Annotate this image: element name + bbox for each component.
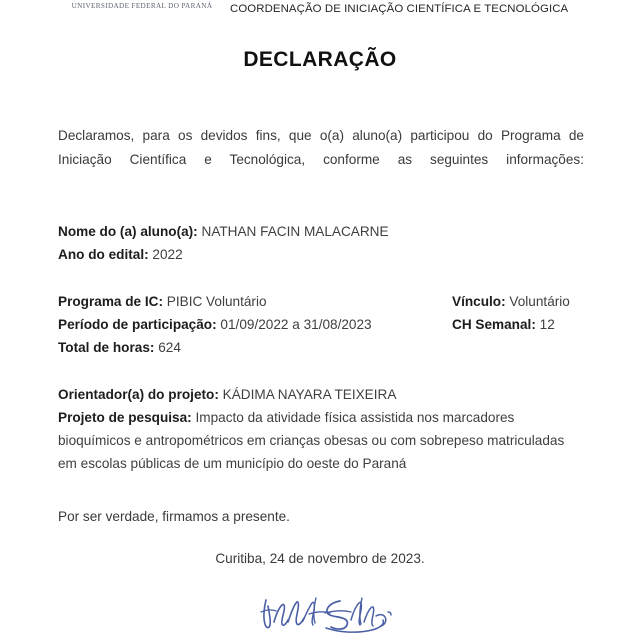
edict-year-label: Ano do edital: — [58, 247, 149, 262]
advisor-value: KÁDIMA NAYARA TEIXEIRA — [222, 387, 397, 402]
closing-statement: Por ser verdade, firmamos a presente. — [58, 509, 290, 524]
research-project-row — [58, 406, 584, 475]
period-value: 01/09/2022 a 31/08/2023 — [220, 317, 372, 332]
program-cell — [58, 290, 452, 313]
document-header — [0, 0, 640, 22]
logo-institution-name: UNIVERSIDADE FEDERAL DO PARANÁ — [71, 2, 213, 10]
total-hours-label: Total de horas: — [58, 340, 155, 355]
program-info-block — [58, 290, 584, 359]
place-and-date: Curitiba, 24 de novembro de 2023. — [215, 551, 425, 566]
intro-paragraph: Declaramos, para os devidos fins, que o(a) aluno(a) participou do Programa de Iniciação Científica e Tecnológica, conforme as seguintes informações: — [58, 128, 584, 167]
edict-year-row — [58, 243, 584, 266]
research-project-value: Impacto da atividade física assistida nos marcadores bioquímicos e antropométricos em crianças obesas ou com sobrepeso matriculadas em escolas públicas de um município do oeste do Paraná — [58, 410, 565, 471]
weekly-hours-label: CH Semanal: — [452, 317, 536, 332]
weekly-hours-value: 12 — [539, 317, 555, 332]
total-hours-value: 624 — [158, 340, 181, 355]
signature-ink-strokes — [252, 592, 402, 640]
student-name-row — [58, 220, 584, 243]
period-label: Período de participação: — [58, 317, 217, 332]
period-cell — [58, 313, 452, 336]
total-hours-row — [58, 336, 584, 359]
project-info-block — [58, 383, 584, 475]
program-value: PIBIC Voluntário — [166, 294, 267, 309]
coordination-title: COORDENAÇÃO DE INICIAÇÃO CIENTÍFICA E TECNOLÓGICA — [230, 3, 569, 15]
document-body — [58, 124, 584, 528]
page-title: DECLARAÇÃO — [243, 48, 397, 71]
bond-cell — [452, 290, 582, 313]
period-weekly-hours-row — [58, 313, 584, 336]
bond-label: Vínculo: — [452, 294, 506, 309]
advisor-label: Orientador(a) do projeto: — [58, 387, 219, 402]
program-label: Programa de IC: — [58, 294, 163, 309]
edict-year-value: 2022 — [152, 247, 183, 262]
research-project-label: Projeto de pesquisa: — [58, 410, 192, 425]
advisor-row — [58, 383, 584, 406]
ufpr-logo — [66, 0, 218, 11]
student-name-label: Nome do (a) aluno(a): — [58, 224, 198, 239]
bond-value: Voluntário — [509, 294, 570, 309]
student-info-block — [58, 220, 584, 266]
weekly-hours-cell — [452, 313, 582, 336]
student-name-value: NATHAN FACIN MALACARNE — [201, 224, 389, 239]
signature-image — [252, 592, 402, 640]
program-bond-row — [58, 290, 584, 313]
